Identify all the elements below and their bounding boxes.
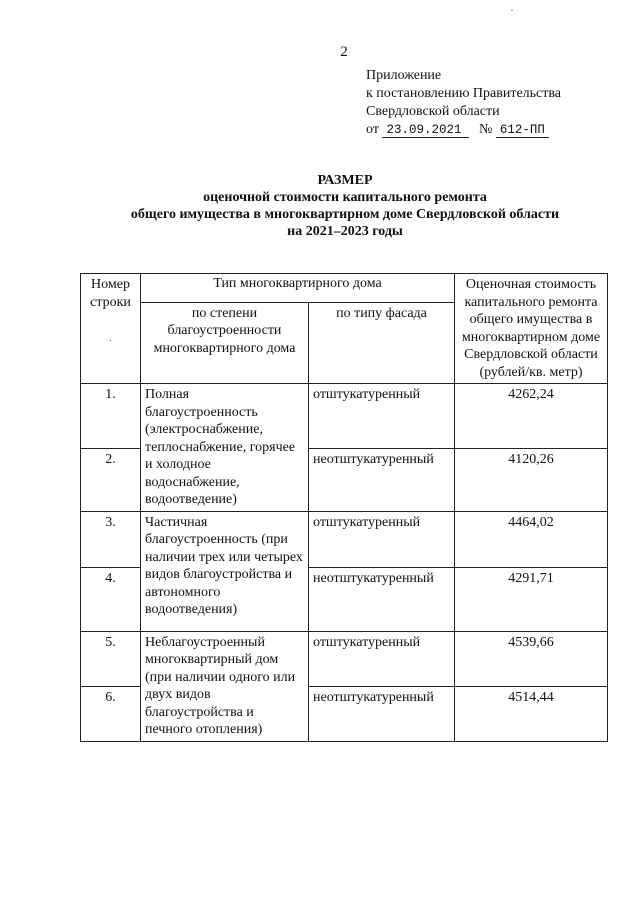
- improvement-cell: Частичная благоустроенность (при наличии трех или четырех видов благоустройства и автономного водоотведения): [141, 511, 309, 631]
- scan-artifact: ·: [108, 336, 113, 347]
- appendix-block: [366, 67, 561, 139]
- number-prefix: №: [478, 122, 493, 137]
- improvement-cell: Полная благоустроенность (электроснабжение, теплоснабжение, горячее и холодное водоснабжение, водоотведение): [141, 384, 309, 512]
- row-number: 3.: [81, 511, 141, 567]
- header-house-type: Тип многоквартирного дома: [141, 274, 455, 303]
- facade-cell: неотштукатуренный: [309, 686, 455, 741]
- cost-table: [80, 273, 608, 742]
- row-number: 2.: [81, 448, 141, 511]
- cost-cell: 4514,44: [455, 686, 608, 741]
- cost-cell: 4539,66: [455, 631, 608, 686]
- facade-cell: отштукатуренный: [309, 384, 455, 449]
- header-by-improvement: по степени благоустроенности многоквартирного дома: [141, 302, 309, 383]
- table-row: [81, 511, 608, 567]
- date-prefix: от: [366, 122, 379, 137]
- facade-cell: отштукатуренный: [309, 631, 455, 686]
- header-by-facade: по типу фасада: [309, 302, 455, 383]
- page-number: 2: [340, 44, 348, 60]
- document-title: [60, 172, 630, 240]
- scan-artifact: ·: [510, 3, 514, 17]
- decree-date: 23.09.2021: [382, 123, 469, 138]
- facade-cell: отштукатуренный: [309, 511, 455, 567]
- row-number: 4.: [81, 567, 141, 631]
- row-number: 5.: [81, 631, 141, 686]
- table-row: [81, 384, 608, 449]
- table-row: [81, 631, 608, 686]
- header-cost: Оценочная стоимость капитального ремонта общего имущества в многоквартирном доме Свердловской области (рублей/кв. метр): [455, 274, 608, 384]
- title-line-3: общего имущества в многоквартирном доме Свердловской области: [130, 207, 560, 222]
- cost-cell: 4262,24: [455, 384, 608, 449]
- appendix-line-3: Свердловской области: [366, 104, 500, 119]
- facade-cell: неотштукатуренный: [309, 448, 455, 511]
- appendix-date-line: [366, 121, 561, 139]
- row-number: 1.: [81, 384, 141, 449]
- title-line-4: на 2021–2023 годы: [287, 224, 403, 239]
- cost-cell: 4291,71: [455, 567, 608, 631]
- improvement-cell: Неблагоустроенный многоквартирный дом (при наличии одного или двух видов благоустройства и печного отопления): [141, 631, 309, 741]
- row-number: 6.: [81, 686, 141, 741]
- appendix-line-2: к постановлению Правительства: [366, 86, 562, 101]
- title-line-1: РАЗМЕР: [317, 173, 373, 188]
- title-line-2: оценочной стоимости капитального ремонта: [203, 190, 487, 205]
- facade-cell: неотштукатуренный: [309, 567, 455, 631]
- appendix-line-1: Приложение: [366, 68, 442, 83]
- decree-number: 612-ПП: [496, 123, 549, 138]
- header-row-number: Номер строки ·: [81, 274, 141, 384]
- table-header-row: [81, 274, 608, 303]
- cost-cell: 4464,02: [455, 511, 608, 567]
- cost-cell: 4120,26: [455, 448, 608, 511]
